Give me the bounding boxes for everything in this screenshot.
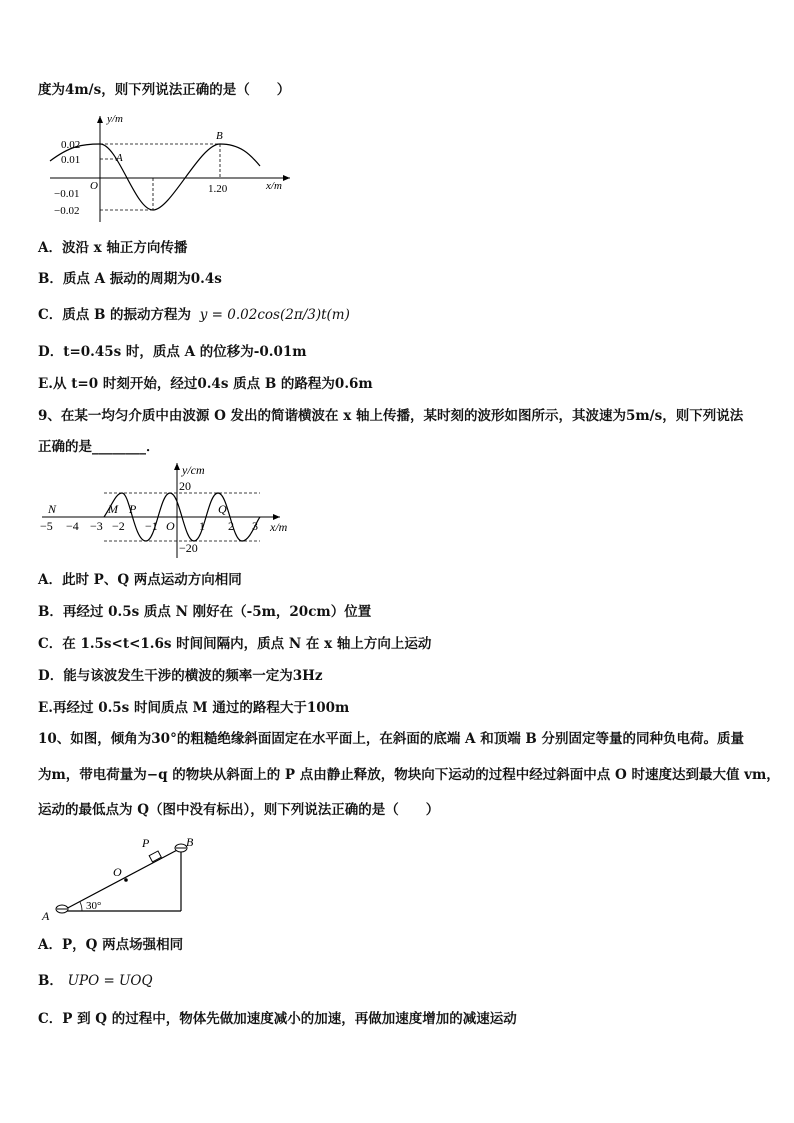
- q10-angle-label: 30°: [86, 900, 102, 912]
- q8-option-c-formula: y = 0.02cos(2π/3)t(m): [199, 307, 350, 323]
- q9-option-e: E.再经过 0.5s 时间质点 M 通过的路程大于100m: [38, 700, 350, 716]
- q9-tick-2: 2: [228, 519, 234, 533]
- q8-wave-graph: [40, 110, 300, 225]
- q9-origin-label: O: [166, 519, 175, 533]
- q9-option-a: A．此时 P、Q 两点运动方向相同: [38, 572, 242, 588]
- q9-x-axis-label: x/m: [270, 520, 288, 534]
- q8-y-axis-label: y/m: [107, 113, 123, 125]
- q9-point-m-label: M: [108, 502, 118, 516]
- q8-x-axis-label: x/m: [266, 180, 282, 192]
- q8-origin-label: O: [90, 180, 98, 192]
- q10-option-b-formula: UPO = UOQ: [67, 973, 153, 989]
- q9-option-c: C．在 1.5s<t<1.6s 时间间隔内，质点 N 在 x 轴上方向上运动: [38, 636, 432, 652]
- q8-point-a-label: A: [116, 152, 123, 164]
- q10-incline-diagram: [38, 830, 208, 925]
- q10-point-p-label: P: [142, 836, 150, 850]
- q8-tick-neg-0.02: −0.02: [54, 205, 80, 217]
- midpoint-dot: [124, 878, 128, 882]
- q9-y-bottom: −20: [179, 541, 198, 555]
- q8-stem: 度为4m/s，则下列说法正确的是（ ）: [38, 82, 291, 98]
- q9-tick-3: 3: [252, 519, 258, 533]
- q8-option-e: E.从 t=0 时刻开始，经过0.4s 质点 B 的路程为0.6m: [38, 376, 373, 392]
- q8-option-a: A．波沿 x 轴正方向传播: [38, 240, 188, 256]
- q10-option-b: [38, 972, 153, 990]
- q8-option-b: B．质点 A 振动的周期为0.4s: [38, 271, 222, 287]
- q9-tick-neg5: −5: [40, 519, 53, 533]
- q8-point-b-label: B: [216, 130, 223, 142]
- q9-option-b: B．再经过 0.5s 质点 N 刚好在（-5m，20cm）位置: [38, 604, 372, 620]
- q8-tick-neg-0.01: −0.01: [54, 188, 80, 200]
- q9-tick-neg4: −4: [66, 519, 79, 533]
- q8-option-c-text: C．质点 B 的振动方程为: [38, 307, 192, 323]
- q9-stem-line1: 9、在某一均匀介质中由波源 O 发出的简谐横波在 x 轴上传播，某时刻的波形如图所示，其波速为5m/s，则下列说法: [38, 408, 744, 424]
- q8-tick-0.01: 0.01: [61, 154, 81, 166]
- q9-tick-neg3: −3: [90, 519, 103, 533]
- q9-tick-neg1: −1: [145, 519, 158, 533]
- q10-stem-line2: 为m，带电荷量为−q 的物块从斜面上的 P 点由静止释放，物块向下运动的过程中经过斜面中点 O 时速度达到最大值 vm，: [38, 767, 780, 783]
- q8-x-tick-1.20: 1.20: [208, 183, 228, 195]
- q9-point-p-label: P: [129, 502, 137, 516]
- q9-stem-line2: 正确的是________．: [38, 439, 160, 455]
- q10-option-b-letter: B．: [38, 973, 63, 989]
- block-icon: [149, 851, 161, 862]
- q10-point-b-label: B: [186, 835, 194, 849]
- q9-point-q-label: Q: [218, 502, 227, 516]
- q9-wave-graph: [38, 460, 298, 560]
- q8-option-d: D．t=0.45s 时，质点 A 的位移为-0.01m: [38, 344, 307, 360]
- q8-tick-0.02: 0.02: [61, 139, 81, 151]
- q9-option-d: D．能与该波发生干涉的横波的频率一定为3Hz: [38, 668, 323, 684]
- q9-point-n-label: N: [48, 502, 57, 516]
- q8-option-c: [38, 306, 350, 324]
- q10-option-c: C．P 到 Q 的过程中，物体先做加速度减小的加速，再做加速度增加的减速运动: [38, 1011, 517, 1027]
- q10-point-a-label: A: [42, 909, 50, 923]
- q10-option-a: A．P，Q 两点场强相同: [38, 937, 184, 953]
- q10-stem-line3: 运动的最低点为 Q（图中没有标出），则下列说法正确的是（ ）: [38, 802, 440, 818]
- q9-tick-neg2: −2: [112, 519, 125, 533]
- q10-stem-line1: 10、如图，倾角为30°的粗糙绝缘斜面固定在水平面上，在斜面的底端 A 和顶端 B 分别固定等量的同种负电荷。质量: [38, 731, 745, 747]
- q10-point-o-label: O: [113, 865, 122, 879]
- q9-y-axis-label: y/cm: [182, 463, 205, 477]
- q9-tick-1: 1: [199, 519, 205, 533]
- q9-y-top: 20: [179, 479, 191, 493]
